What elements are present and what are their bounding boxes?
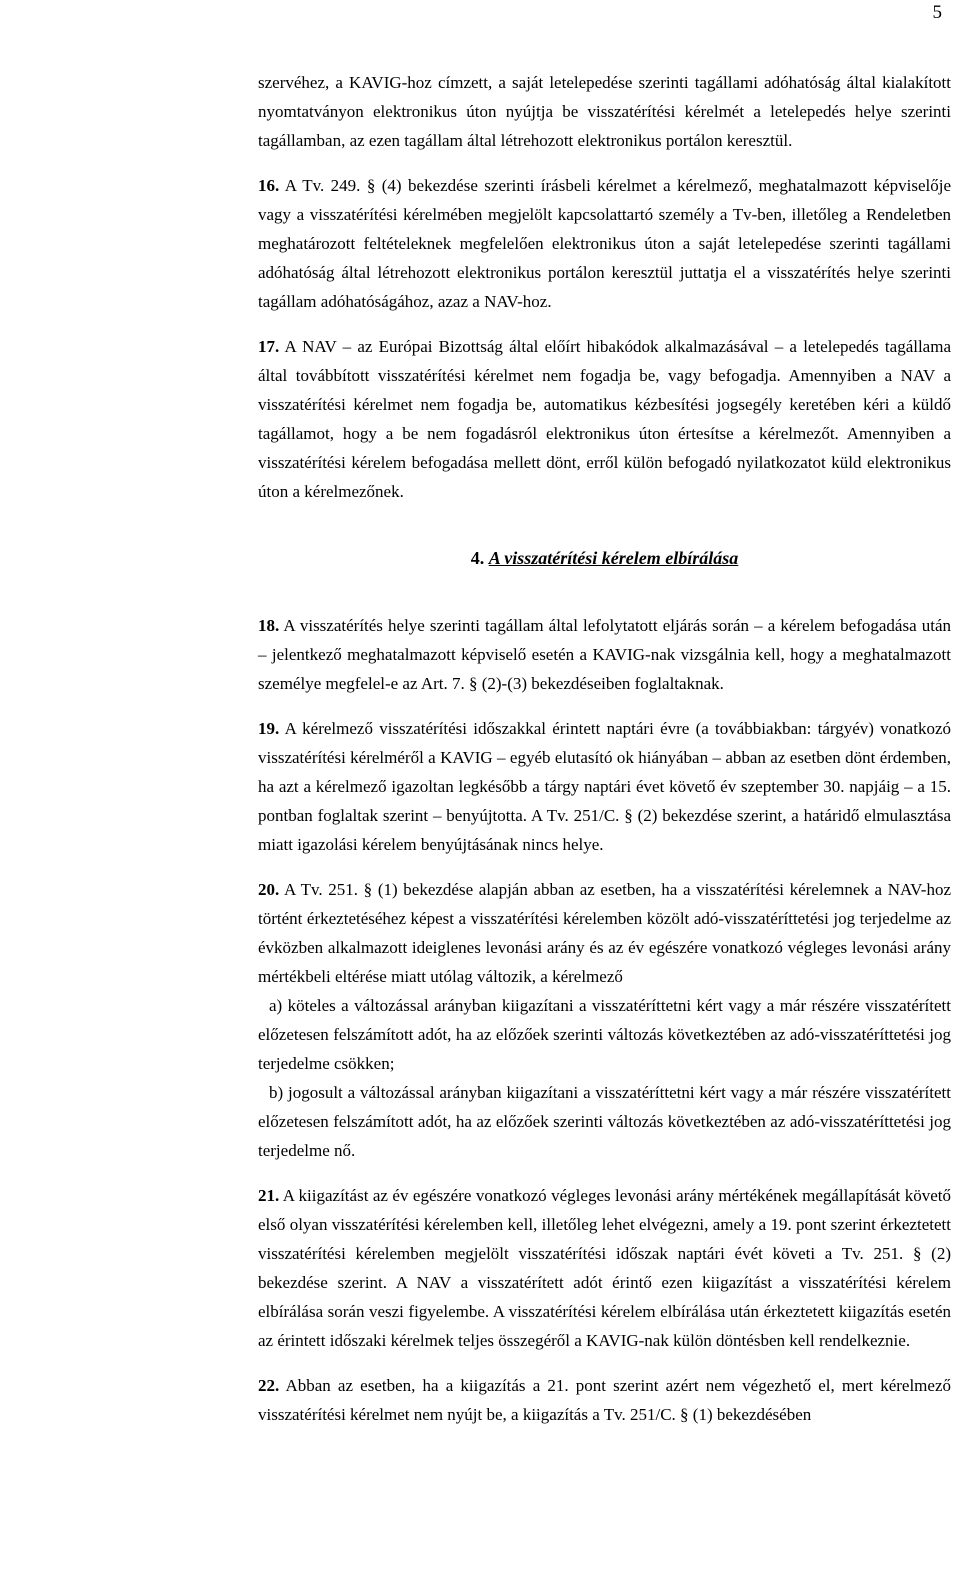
document-body: [258, 68, 951, 1429]
paragraph-20-point-a: a) köteles a változással arányban kiigazítani a visszatéríttetni kért vagy a már részére visszatérített előzetesen felszámított adót, ha az előzőek szerinti változás következtében az adó-visszatéríttetési jog terjedelme csökken;: [258, 996, 951, 1073]
section-heading: [258, 544, 951, 573]
paragraph-20: 20. A Tv. 251. § (1) bekezdése alapján abban az esetben, ha a visszatérítési kérelemnek a NAV-hoz történt érkeztetéséhez képest a visszatérítési kérelemben közölt adó-visszatéríttetési jog terjedelme az évközben alkalmazott ideiglenes levonási arány és az év egészére vonatkozó végleges levonási arány mértékbeli eltérése miatt utólag változik, a kérelmező: [258, 880, 951, 986]
paragraph-number: 16.: [258, 176, 280, 195]
paragraph-17: 17. A NAV – az Európai Bizottság által előírt hibakódok alkalmazásával – a letelepedés tagállama által továbbított visszatérítési kérelmet nem fogadja be, vagy befogadja. Amennyiben a NAV a visszatérítési kérelmet nem fogadja be, automatikus kézbesítési jogsegély keretében kéri a küldő tagállamot, hogy a be nem fogadásról elektronikus úton értesítse a kérelmezőt. Amennyiben a visszatérítési kérelem befogadása mellett dönt, erről külön befogadó nyilatkozatot küld elektronikus úton a kérelmezőnek.: [258, 337, 951, 501]
paragraph-continuation: szervéhez, a KAVIG-hoz címzett, a saját letelepedése szerinti tagállami adóhatóság által kialakított nyomtatványon elektronikus úton nyújtja be visszatérítési kérelmét a letelepedés helye szerinti tagállamban, az ezen tagállam által létrehozott elektronikus portálon keresztül.: [258, 73, 951, 150]
page-number: 5: [932, 2, 942, 23]
paragraph-20-point-b: b) jogosult a változással arányban kiigazítani a visszatéríttetni kért vagy a már részére visszatérített előzetesen felszámított adót, ha az előzőek szerinti változás következtében az adó-visszatéríttetési jog terjedelme nő.: [258, 1083, 951, 1160]
section-title: A visszatérítési kérelem elbírálása: [488, 548, 739, 568]
paragraph-22: 22. Abban az esetben, ha a kiigazítás a 21. pont szerint azért nem végezhető el, mert kérelmező visszatérítési kérelmet nem nyújt be, a kiigazítás a Tv. 251/C. § (1) bekezdésében: [258, 1376, 951, 1424]
paragraph-number: 19.: [258, 719, 280, 738]
paragraph-18: 18. A visszatérítés helye szerinti tagállam által lefolytatott eljárás során – a kérelem befogadása után – jelentkező meghatalmazott képviselő esetén a KAVIG-nak vizsgálnia kell, hogy a meghatalmazott személye megfelel-e az Art. 7. § (2)-(3) bekezdéseiben foglaltaknak.: [258, 616, 951, 693]
section-number: 4.: [470, 548, 485, 568]
paragraph-number: 21.: [258, 1186, 280, 1205]
paragraph-number: 20.: [258, 880, 280, 899]
paragraph-number: 18.: [258, 616, 280, 635]
paragraph-19: 19. A kérelmező visszatérítési időszakkal érintett naptári évre (a továbbiakban: tárgyév) vonatkozó visszatérítési kérelméről a KAVIG – egyéb elutasító ok hiányában – abban az esetben dönt érdemben, ha azt a kérelmező igazoltan legkésőbb a tárgy naptári évet követő év szeptember 30. napjáig – a 15. pontban foglaltak szerint – benyújtotta. A Tv. 251/C. § (2) bekezdése szerint, a határidő elmulasztása miatt igazolási kérelem benyújtásának nincs helye.: [258, 719, 951, 854]
paragraph-number: 22.: [258, 1376, 280, 1395]
paragraph-number: 17.: [258, 337, 280, 356]
paragraph-16: 16. A Tv. 249. § (4) bekezdése szerinti írásbeli kérelmet a kérelmező, meghatalmazott képviselője vagy a visszatérítési kérelmében megjelölt kapcsolattartó személy a Tv-ben, illetőleg a Rendeletben meghatározott feltételeknek megfelelően elektronikus úton a saját letelepedése szerinti tagállami adóhatóság által létrehozott elektronikus portálon keresztül juttatja el a visszatérítés helye szerinti tagállam adóhatóságához, azaz a NAV-hoz.: [258, 176, 951, 311]
paragraph-21: 21. A kiigazítást az év egészére vonatkozó végleges levonási arány mértékének megállapítását követő első olyan visszatérítési kérelemben kell, illetőleg lehet elvégezni, amely a 19. pont szerint érkeztetett visszatérítési kérelemben megjelölt visszatérítési időszak naptári évét követi a Tv. 251. § (2) bekezdése szerint. A NAV a visszatérített adót érintő ezen kiigazítást a visszatérítési kérelem elbírálása során veszi figyelembe. A visszatérítési kérelem elbírálása után érkeztetett kiigazítás esetén az érintett időszaki kérelmek teljes összegéről a KAVIG-nak külön döntésben kell rendelkeznie.: [258, 1186, 951, 1350]
